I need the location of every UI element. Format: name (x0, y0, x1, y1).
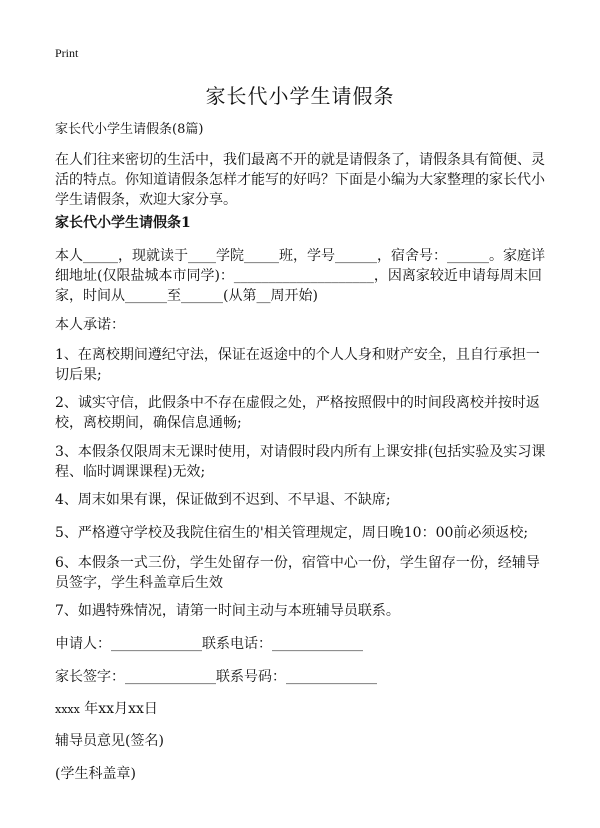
list-item: 1、在离校期间遵纪守法，保证在返途中的个人人身和财产安全，且自行承担一切后果; (55, 347, 540, 383)
list-item: 7、如遇特殊情况，请第一时间主动与本班辅导员联系。 (55, 603, 400, 619)
parent-signature-line: 家长签字：_____________联系号码：_____________ (55, 669, 377, 685)
date-year: xxxx (55, 703, 80, 716)
list-item: 5、严格遵守学校及我院住宿生的'相关管理规定，周日晚10：00前必须返校; (55, 525, 529, 541)
applicant-line: 申请人：_____________联系电话：_____________ (55, 636, 363, 652)
section-heading: 家长代小学生请假条1 (55, 215, 191, 231)
list-item: 4、周末如果有课，保证做到不迟到、不早退、不缺席; (55, 492, 391, 508)
page-title: 家长代小学生请假条 (205, 84, 395, 108)
list-item: 2、诚实守信，此假条中不存在虚假之处，严格按照假中的时间段离校并按时返校，离校期间，确保信息通畅; (55, 395, 540, 431)
intro-paragraph: 在人们往来密切的生活中，我们最离不开的就是请假条了，请假条具有简便、灵活的特点。你知道请假条怎样才能写的好吗？下面是小编为大家整理的家长代小学生请假条，欢迎大家分享。 (55, 152, 545, 208)
counselor-opinion: 辅导员意见(签名) (55, 733, 164, 749)
stamp-label: (学生科盖章) (55, 766, 136, 782)
list-item: 6、本假条一式三份，学生处留存一份，宿管中心一份，学生留存一份，经辅导员签字，学生科盖章后生效 (55, 555, 540, 591)
date-rest: 年xx月xx日 (79, 701, 158, 717)
list-item: 3、本假条仅限周末无课时使用，对请假时段内所有上课安排(包括实验及实习课程、临时调课课程)无效; (55, 444, 546, 480)
print-label[interactable]: Print (55, 46, 79, 60)
body-paragraph: 本人_____，现就读于____学院_____班，学号______，宿舍号：______。家庭详细地址(仅限盐城本市同学)：____________________，因离家较近申请每周末回家，时间从______至______(从第__周开始) (55, 248, 545, 304)
promise-label: 本人承诺： (55, 317, 125, 333)
subtitle: 家长代小学生请假条(8篇) (55, 122, 204, 137)
date-line (55, 699, 551, 720)
